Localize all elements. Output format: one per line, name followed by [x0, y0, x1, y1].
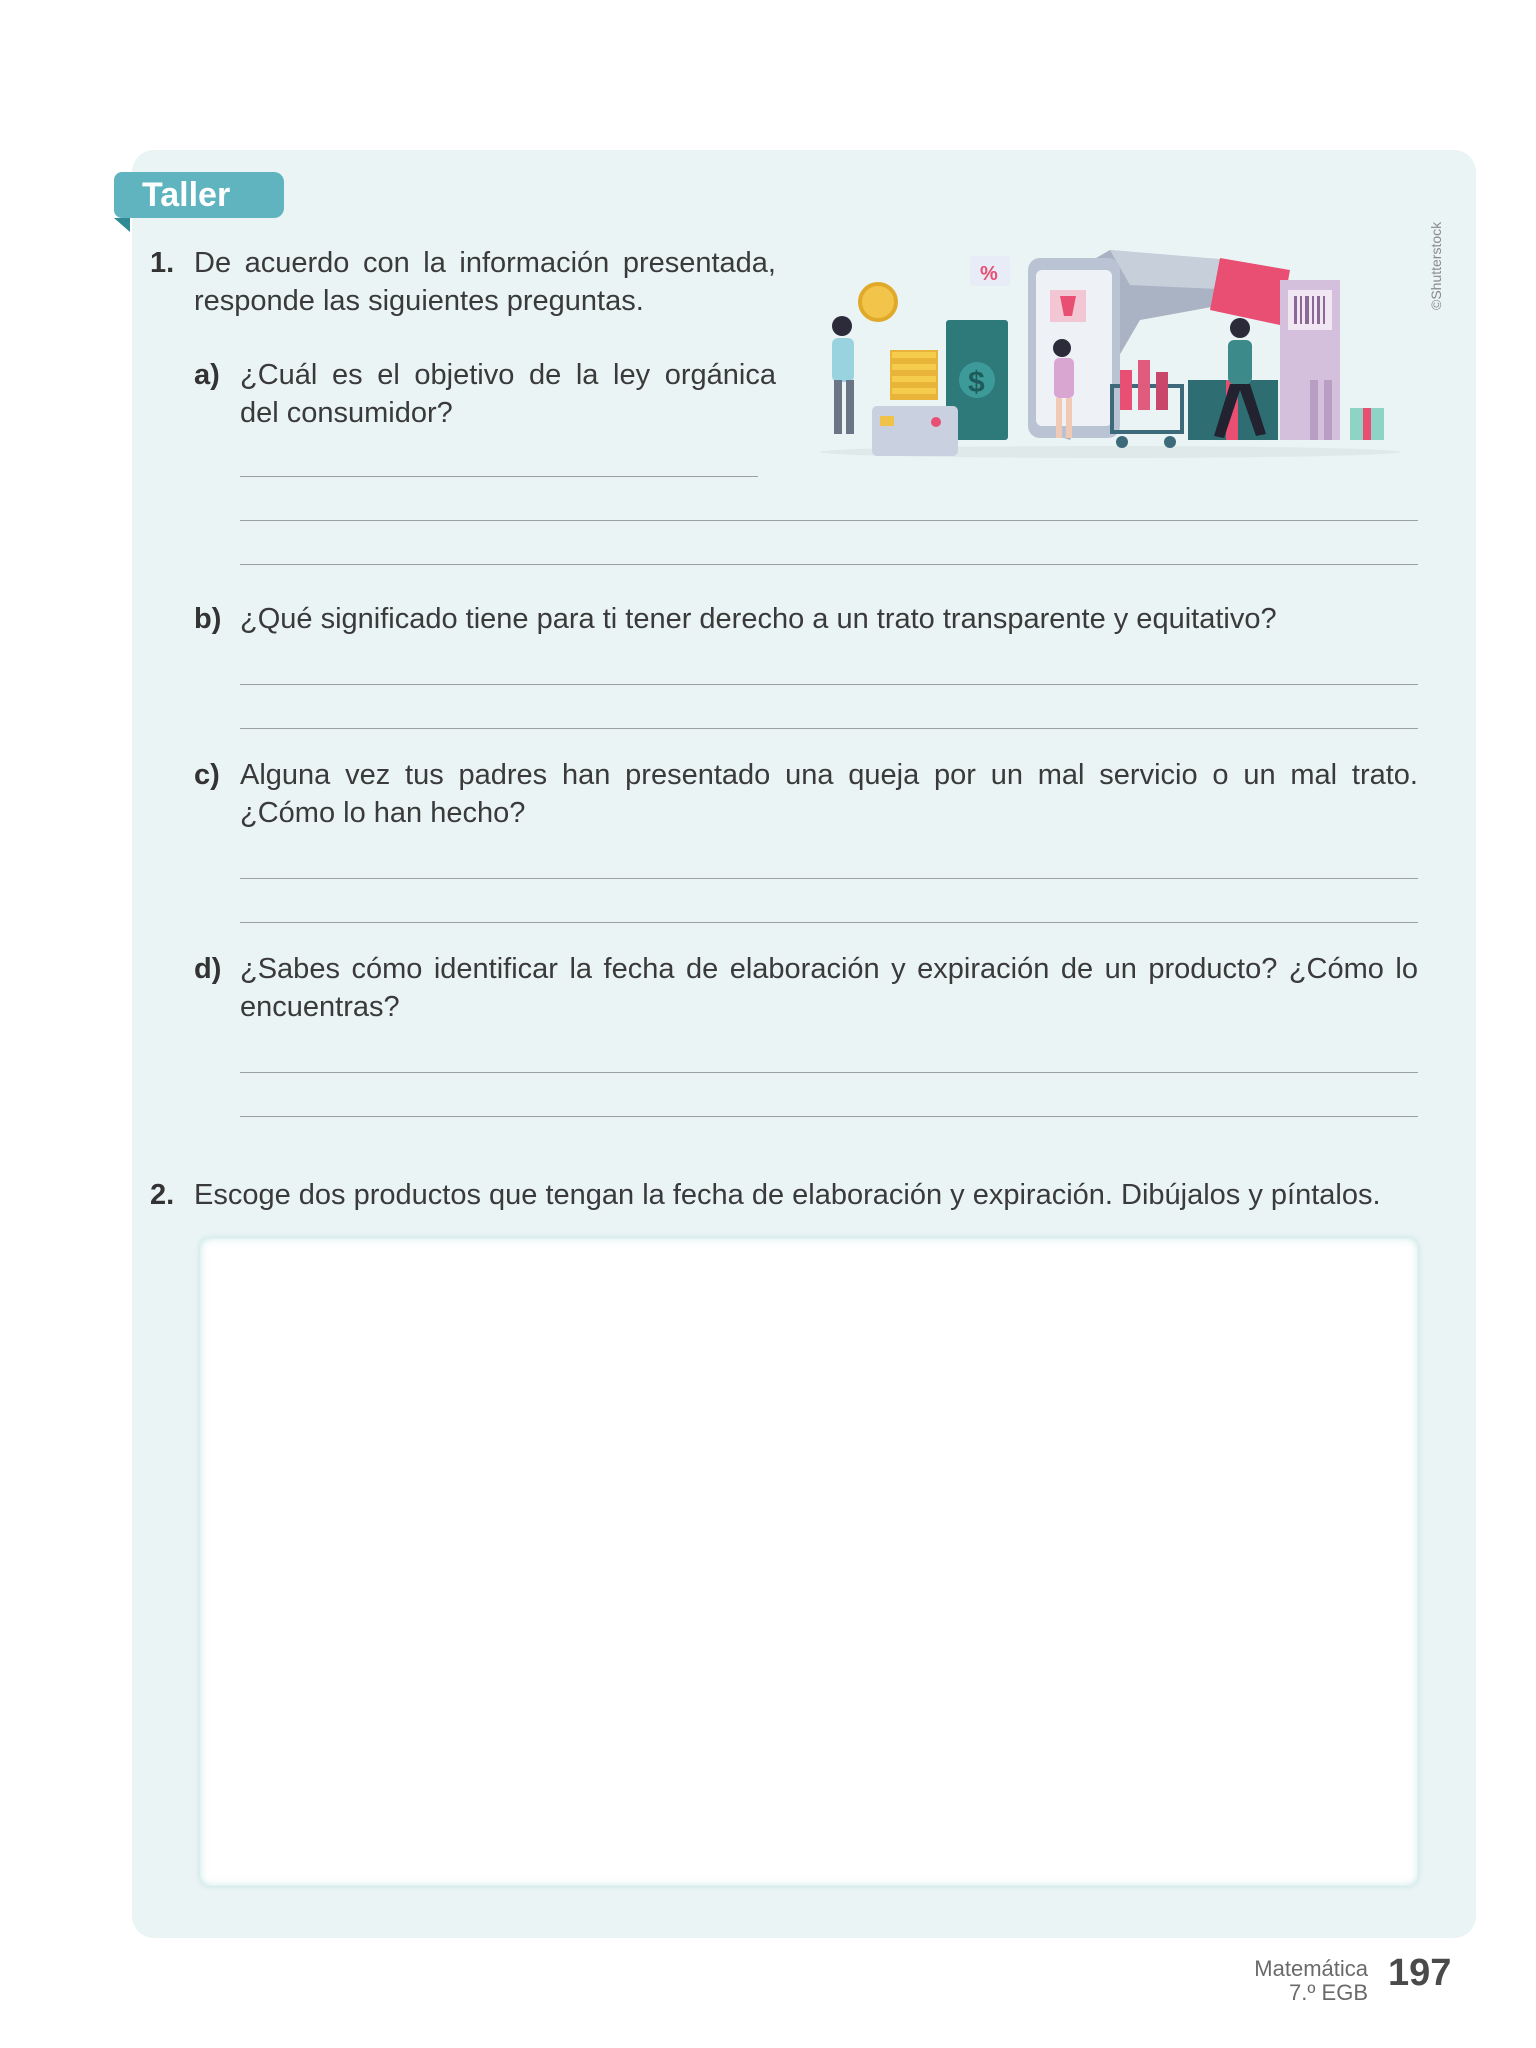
- answer-line-a2[interactable]: [240, 520, 1418, 521]
- image-credit: ©Shutterstock: [1428, 221, 1444, 310]
- page-number: 197: [1388, 1952, 1452, 1994]
- answer-line-a1[interactable]: [240, 476, 758, 477]
- exercise-1-number: 1.: [150, 247, 175, 279]
- shopping-illustration: [810, 230, 1410, 470]
- answer-line-d1[interactable]: [240, 1072, 1418, 1073]
- dollar-label: $: [968, 366, 985, 399]
- question-d-text: ¿Sabes cómo identificar la fecha de elaboración y expiración de un producto? ¿Cómo lo encuentras?: [240, 953, 1418, 1023]
- question-d-letter: d): [194, 953, 222, 985]
- drawing-area[interactable]: [200, 1238, 1418, 1886]
- answer-line-b2[interactable]: [240, 728, 1418, 729]
- question-c-text: Alguna vez tus padres han presentado una queja por un mal servicio o un mal trato. ¿Cómo lo han hecho?: [240, 759, 1418, 829]
- question-b-text: ¿Qué significado tiene para ti tener derecho a un trato transparente y equitativo?: [240, 603, 1277, 635]
- exercise-2-text: Escoge dos productos que tengan la fecha de elaboración y expiración. Dibújalos y píntalos.: [194, 1179, 1381, 1211]
- percent-label: %: [980, 263, 998, 285]
- answer-line-b1[interactable]: [240, 684, 1418, 685]
- question-a-letter: a): [194, 359, 220, 391]
- question-a-text: ¿Cuál es el objetivo de la ley orgánica del consumidor?: [240, 359, 776, 429]
- answer-line-c1[interactable]: [240, 878, 1418, 879]
- question-b-letter: b): [194, 603, 222, 635]
- answer-line-d2[interactable]: [240, 1116, 1418, 1117]
- footer-subject: Matemática: [1254, 1956, 1368, 1981]
- exercise-2-number: 2.: [150, 1179, 175, 1211]
- answer-line-c2[interactable]: [240, 922, 1418, 923]
- question-c-letter: c): [194, 759, 220, 791]
- taller-tab: Taller: [114, 172, 284, 218]
- answer-line-a3[interactable]: [240, 564, 1418, 565]
- footer-grade: 7.º EGB: [1289, 1980, 1368, 2005]
- exercise-1-intro: De acuerdo con la información presentada, responde las siguientes preguntas.: [194, 247, 776, 317]
